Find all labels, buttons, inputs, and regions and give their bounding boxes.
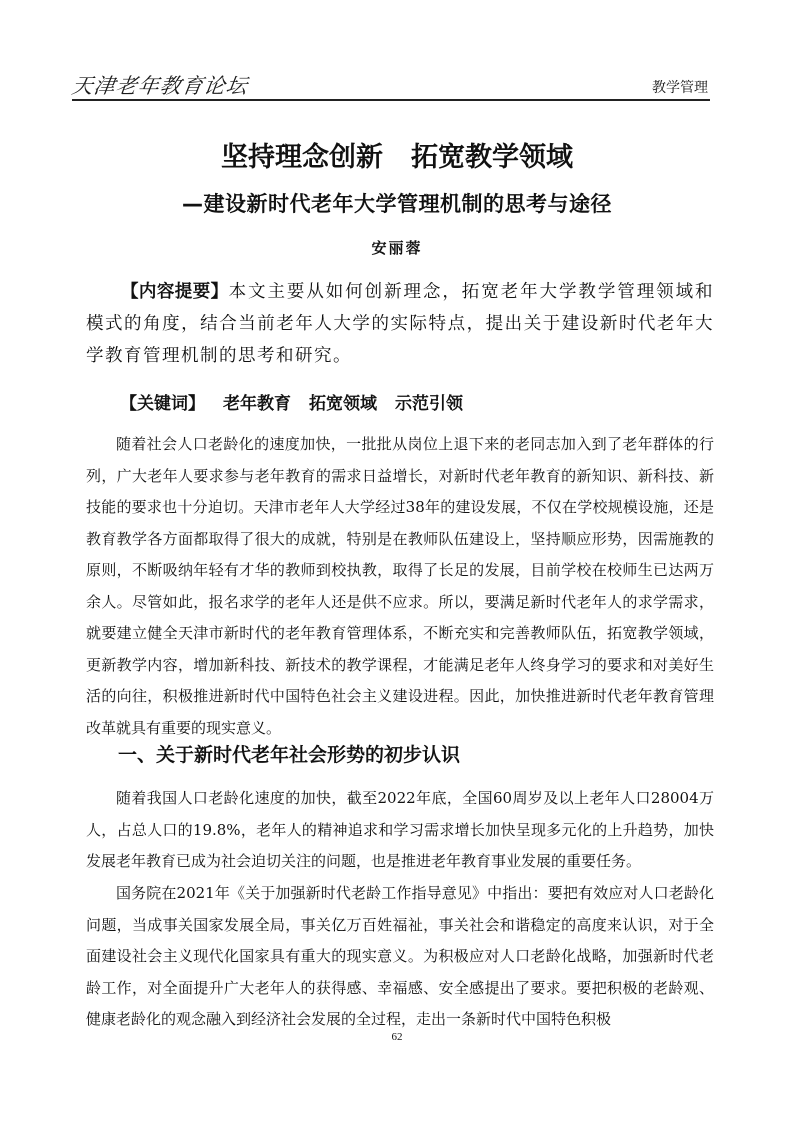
section-heading-1: 一、关于新时代老年社会形势的初步认识 <box>118 744 461 766</box>
keywords <box>86 389 714 419</box>
article-subtitle: —建设新时代老年大学管理机制的思考与途径 <box>182 192 612 216</box>
article-title <box>0 135 794 174</box>
keyword-2: 拓宽领域 <box>309 394 377 414</box>
section-label: 教学管理 <box>652 80 708 96</box>
article-author: 安丽蓉 <box>371 239 423 257</box>
title-part-2: 拓宽教学领域 <box>411 142 573 173</box>
header-divider <box>72 99 710 101</box>
keyword-1: 老年教育 <box>223 394 291 414</box>
title-part-1: 坚持理念创新 <box>221 142 383 173</box>
abstract-text: 本文主要从如何创新理念，拓宽老年大学教学管理领域和模式的角度，结合当前老年人大学的实际特点，提出关于建设新时代老年大学教育管理机制的思考和研究。 <box>86 282 715 366</box>
body-paragraph-3: 国务院在2021年《关于加强新时代老龄工作指导意见》中指出：要把有效应对人口老龄化问题，当成事关国家发展全局，事关亿万百姓福祉，事关社会和谐稳定的高度来认识，对于全面建设社会主义现代化国家具有重大的现实意义。为积极应对人口老龄化战略，加强新时代老龄工作，对全面提升广大老年人的获得感、幸福感、安全感提出了要求。要把积极的老龄观、健康老龄化的观念融入到经济社会发展的全过程，走出一条新时代中国特色积极 <box>86 884 714 1028</box>
body-paragraph-2: 随着我国人口老龄化速度的加快，截至2022年底，全国60周岁及以上老年人口28004万人，占总人口的19.8%，老年人的精神追求和学习需求增长加快呈现多元化的上升趋势，加快发展老年教育已成为社会迫切关注的问题，也是推进老年教育事业发展的重要任务。 <box>86 789 714 870</box>
journal-logo: 天津老年教育论坛 <box>70 74 250 98</box>
abstract-label: 【内容提要】 <box>121 282 229 302</box>
keyword-3: 示范引领 <box>395 394 463 414</box>
keywords-label: 【关键词】 <box>120 394 205 414</box>
abstract <box>86 276 714 372</box>
body-paragraph-1: 随着社会人口老龄化的速度加快，一批批从岗位上退下来的老同志加入到了老年群体的行列，广大老年人要求参与老年教育的需求日益增长，对新时代老年教育的新知识、新科技、新技能的要求也十分迫切。天津市老年人大学经过38年的建设发展，不仅在学校规模设施，还是教育教学各方面都取得了很大的成就，特别是在教师队伍建设上，坚持顺应形势，因需施教的原则，不断吸纳年轻有才华的教师到校执教，取得了长足的发展，目前学校在校师生已达两万余人。尽管如此，报名求学的老年人还是供不应求。所以，要满足新时代老年人的求学需求，就要建立健全天津市新时代的老年教育管理体系，不断充实和完善教师队伍，拓宽教学领域，更新教学内容，增加新科技、新技术的教学课程，才能满足老年人终身学习的要求和对美好生活的向往，积极推进新时代中国特色社会主义建设进程。因此，加快推进新时代老年教育管理改革就具有重要的现实意义。 <box>86 435 714 737</box>
page-number: 62 <box>391 1031 403 1043</box>
